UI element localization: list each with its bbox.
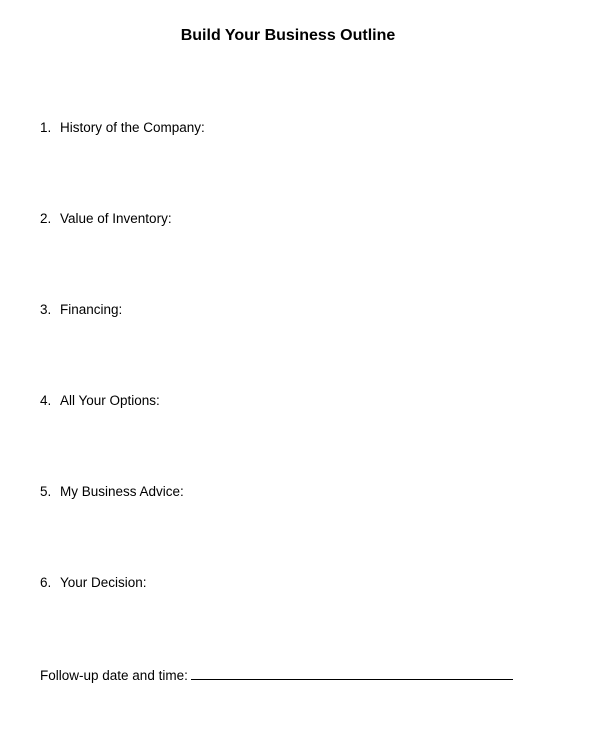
- outline-item-number: 6.: [40, 575, 52, 590]
- outline-item-label: Value of Inventory:: [60, 211, 172, 226]
- outline-item-label: History of the Company:: [60, 120, 205, 135]
- outline-item-number: 5.: [40, 484, 52, 499]
- outline-item-inventory: [40, 211, 172, 227]
- outline-item-label: Financing:: [60, 302, 123, 317]
- outline-item-label: Your Decision:: [60, 575, 147, 590]
- outline-item-decision: [40, 575, 147, 591]
- outline-item-number: 3.: [40, 302, 52, 317]
- followup-field: [40, 666, 513, 684]
- outline-item-financing: [40, 302, 122, 318]
- outline-item-number: 4.: [40, 393, 52, 408]
- followup-label: Follow-up date and time:: [40, 668, 188, 683]
- outline-item-label: All Your Options:: [60, 393, 160, 408]
- document-title: Build Your Business Outline: [180, 27, 396, 44]
- outline-item-label: My Business Advice:: [60, 484, 184, 499]
- outline-item-options: [40, 393, 160, 409]
- outline-item-advice: [40, 484, 184, 500]
- outline-item-number: 1.: [40, 120, 52, 135]
- outline-item-history: [40, 120, 205, 136]
- followup-blank-line: [191, 666, 513, 680]
- outline-item-number: 2.: [40, 211, 52, 226]
